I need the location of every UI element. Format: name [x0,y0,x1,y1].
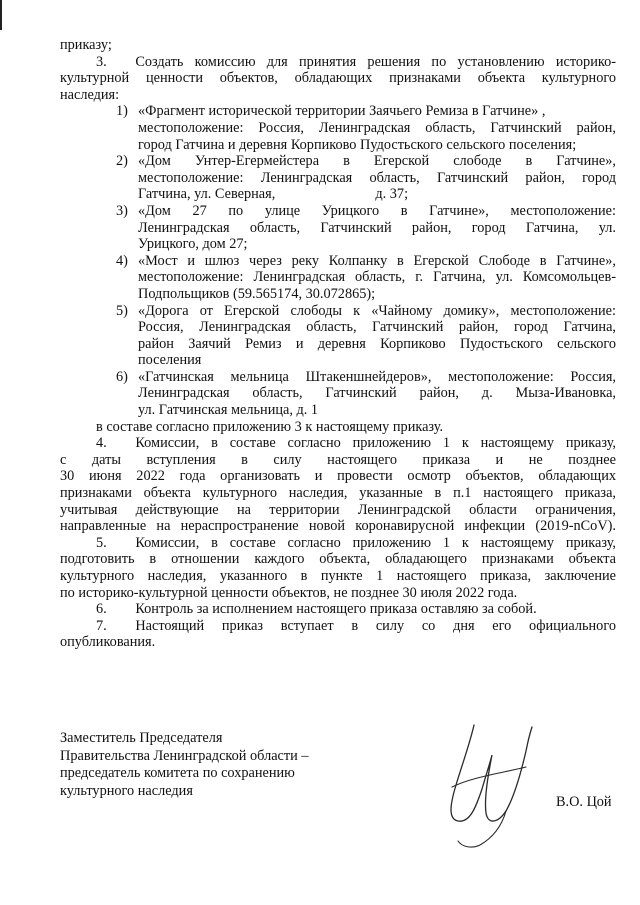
text-line: «Дом Унтер-Егермейстера в Егерской слободе в Гатчине», [138,153,616,170]
text-line: 30 июня 2022 года организовать и провести осмотр объектов, обладающих [60,468,616,485]
lead-paragraphs [60,37,616,103]
object-list [60,103,616,418]
list-item-number: 5) [116,302,128,319]
signatory-line: Заместитель Председателя [60,730,223,746]
list-item-number: 3) [116,202,128,219]
text-line: направленные на нераспространение новой коронавирусной инфекции (2019-nCoV). [60,518,616,535]
text-line: Ленинградская область, Гатчинский район, д. Мыза-Ивановка, [138,385,616,402]
text-line: с даты вступления в силу настоящего приказа и не позднее [60,451,616,468]
list-item [60,103,616,153]
page-edge-mark [0,0,2,30]
text-line: подготовить в отношении каждого объекта, обладающего признаками объекта [60,551,616,568]
text-line: 3. Создать комиссию для принятия решения по установлению историко- [96,53,616,70]
signatory-line: Правительства Ленинградской области – [60,747,309,764]
text-line: культурного наследия, указанного в пункте 1 настоящего приказа, заключение [60,568,616,584]
text-line: Подпольщиков (59.565174, 30.072865); [138,285,376,302]
text-line: признаками объекта культурного наследия, указанные в п.1 настоящего приказа, [60,485,616,502]
text-line: Урицкого, дом 27; [138,236,248,253]
list-item [60,369,616,419]
document-body [60,37,616,651]
text-line: поселения [138,352,202,369]
text-line: город Гатчина и деревня Корпиково Пудостьского сельского поселения; [138,136,577,153]
text-line: 6. Контроль за исполнением настоящего приказа оставляю за собой. [96,601,537,618]
text-line: ул. Гатчинская мельница, д. 1 [138,402,319,419]
text-line: Гатчина, ул. Северная, д. 37; [138,186,409,203]
text-line: 5. Комиссии, в составе согласно приложению 1 к настоящему приказу, [96,534,616,551]
text-line: «Фрагмент исторической территории Заячьего Ремиза в Гатчине» , [138,103,546,120]
text-line: по историко-культурной ценности объектов, не позднее 30 июля 2022 года. [60,584,518,601]
signatory-name: В.О. Цой [556,794,612,810]
list-item [60,303,616,369]
text-line: в составе согласно приложению 3 к настоящему приказу. [96,418,444,435]
text-line: Ленинградская область, Гатчинский район, город Гатчина, ул. [138,219,616,236]
text-line: «Дом 27 по улице Урицкого в Гатчине», местоположение: [138,202,616,219]
signatory-line: культурного наследия [60,782,193,799]
text-line: приказу; [60,37,112,53]
text-line: культурной ценности объектов, обладающих признаками объекта культурного [60,70,616,87]
text-line: местоположение: Россия, Ленинградская область, Гатчинский район, [138,119,616,136]
handwritten-signature [422,715,552,850]
text-line: опубликования. [60,634,156,651]
closing-paragraphs [60,419,616,651]
list-item-number: 6) [116,368,128,385]
list-item [60,203,616,253]
text-line: «Гатчинская мельница Штакеншнейдеров», местоположение: Россия, [138,368,616,385]
text-line: учитывая действующие на территории Ленинградской области ограничения, [60,501,616,518]
text-line: «Мост и шлюз через реку Колпанку в Егерской Слободе в Гатчине», [138,252,616,269]
text-line: «Дорога от Егерской слободы к «Чайному домику», местоположение: [138,302,616,319]
list-item-number: 1) [116,103,128,120]
signatory-position [60,730,309,800]
text-line: Россия, Ленинградская область, Гатчинский район, город Гатчина, [138,319,616,336]
text-line: район Заячий Ремиз и деревня Корпиково Пудостьского сельского [138,335,616,352]
list-item [60,153,616,203]
text-line: наследия: [60,86,120,103]
signatory-line: председатель комитета по сохранению [60,765,295,782]
text-line: 4. Комиссии, в составе согласно приложению 1 к настоящему приказу, [96,435,616,452]
list-item [60,253,616,303]
text-line: местоположение: Ленинградская область, Гатчинский район, город [138,169,616,186]
text-line: местоположение: Ленинградская область, г. Гатчина, ул. Комсомольцев- [138,269,616,286]
list-item-number: 2) [116,153,128,170]
list-item-number: 4) [116,252,128,269]
text-line: 7. Настоящий приказ вступает в силу со дня его официального [96,617,616,634]
